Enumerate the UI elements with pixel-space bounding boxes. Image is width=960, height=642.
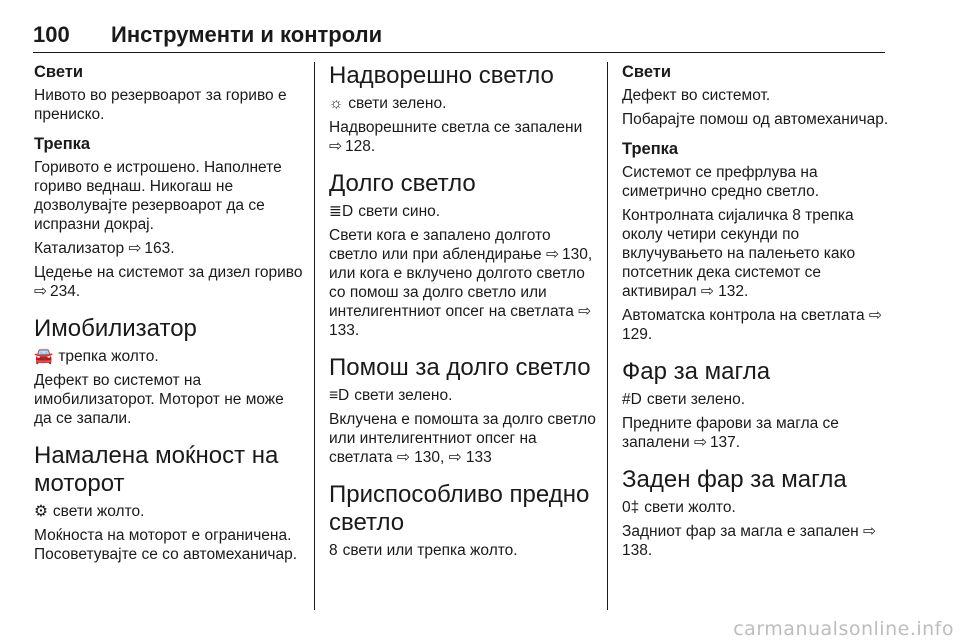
page-header xyxy=(33,22,887,54)
paragraph xyxy=(329,410,599,467)
paragraph-text: Моќноста на моторот е ограничена. Посоветувајте се со автомеханичар. xyxy=(34,527,298,563)
paragraph-text: Предните фарови за магла се запалени xyxy=(622,415,839,451)
paragraph-text: Дефект во системот. xyxy=(622,87,771,104)
paragraph-text: трепка жолто. xyxy=(58,348,159,365)
paragraph-text: Системот се префрлува на симетрично средно светло. xyxy=(622,164,820,200)
paragraph-text: свети зелено. xyxy=(354,387,453,404)
paragraph-text: Цедење на системот за дизел гориво xyxy=(34,264,303,281)
column-divider-1 xyxy=(314,62,315,610)
page-ref-arrow-icon: ⇨ xyxy=(693,434,707,451)
paragraph-text: Вклучена е помошта за долго светло или интелигентниот опсег на светлата ⇨ 130, ⇨ 133 xyxy=(329,411,596,466)
page-number: 100 xyxy=(33,22,70,47)
paragraph-text: Надворешните светла се запалени xyxy=(329,119,583,136)
paragraph xyxy=(622,206,892,301)
paragraph xyxy=(34,158,304,234)
paragraph-text: свети жолто. xyxy=(644,499,736,516)
paragraph xyxy=(329,226,599,340)
paragraph xyxy=(622,110,892,129)
paragraph xyxy=(622,522,892,560)
exterior-light-icon: ☼ xyxy=(329,95,344,112)
paragraph-text: Задниот фар за магла е запален xyxy=(622,523,859,540)
paragraph xyxy=(34,86,304,124)
column-1 xyxy=(34,62,304,569)
subheading: Трепка xyxy=(34,135,91,153)
column-divider-2 xyxy=(607,62,608,610)
page-reference[interactable]: 130, или кога е вклучено долгото светло со помош за долго светло или интелигентниот опсег на светлата ⇨ 133. xyxy=(329,246,593,339)
high-beam-icon: ≣D xyxy=(329,203,354,220)
page-ref-arrow-icon: ⇨ xyxy=(34,283,47,300)
header-rule xyxy=(33,52,885,53)
immobilizer-icon: 🚘 xyxy=(34,348,54,365)
paragraph-text: свети зелено. xyxy=(646,391,745,408)
page-ref-arrow-icon: ⇨ xyxy=(128,240,142,257)
page-ref-arrow-icon: ⇨ xyxy=(329,138,342,155)
paragraph xyxy=(329,202,599,221)
page-reference[interactable]: 128. xyxy=(345,138,376,155)
subheading: Свети xyxy=(622,63,672,81)
paragraph-text: свети жолто. xyxy=(52,503,145,520)
subheading: Трепка xyxy=(622,140,679,158)
section-heading: Надворешно светло xyxy=(329,62,554,89)
paragraph xyxy=(329,386,599,405)
paragraph-text: свети сино. xyxy=(358,203,441,220)
page-ref-arrow-icon: ⇨ xyxy=(545,246,559,263)
paragraph-text: свети или трепка жолто. xyxy=(342,542,518,559)
paragraph xyxy=(329,94,599,113)
paragraph xyxy=(34,347,304,366)
paragraph xyxy=(622,306,892,344)
section-heading: Фар за магла xyxy=(622,358,771,385)
paragraph xyxy=(34,239,304,258)
front-fog-light-icon: #D xyxy=(622,391,642,408)
paragraph-text: Нивото во резервоарот за гориво е прениско. xyxy=(34,87,287,123)
page-ref-arrow-icon: ⇨ xyxy=(868,307,882,324)
page-reference[interactable]: 137. xyxy=(709,434,741,451)
page-reference[interactable]: 129. xyxy=(622,326,653,343)
column-3 xyxy=(622,62,892,565)
column-2 xyxy=(329,62,599,565)
paragraph-text: Автоматска контрола на светлата xyxy=(622,307,865,324)
adaptive-light-icon: 8 xyxy=(329,542,338,559)
paragraph xyxy=(329,118,599,156)
section-heading: Намалена моќност на моторот xyxy=(34,442,279,497)
paragraph-text: Горивото е истрошено. Наполнете гориво веднаш. Никогаш не дозволувајте резервоарот да се испразни докрај. xyxy=(34,159,282,233)
paragraph xyxy=(329,541,599,560)
section-heading: Помош за долго светло xyxy=(329,354,591,381)
paragraph xyxy=(34,502,304,521)
section-heading: Заден фар за магла xyxy=(622,466,847,493)
paragraph xyxy=(622,390,892,409)
paragraph xyxy=(622,498,892,517)
high-beam-assist-icon: ≡D xyxy=(329,387,350,404)
page-ref-arrow-icon: ⇨ xyxy=(863,523,877,540)
paragraph-text: Контролната сијаличка 8 трепка околу четири секунди по вклучувањето на палењето како потсетник дека системот се активирал ⇨ 132. xyxy=(622,207,856,300)
paragraph-text: свети зелено. xyxy=(348,95,447,112)
page-title: Инструменти и контроли xyxy=(111,22,383,47)
paragraph xyxy=(34,263,304,301)
paragraph-text: Побарајте помош од автомеханичар. xyxy=(622,111,889,128)
paragraph-text: Катализатор xyxy=(34,240,125,257)
rear-fog-light-icon: 0‡ xyxy=(622,499,640,516)
section-heading: Приспособливо предно светло xyxy=(329,481,590,536)
paragraph xyxy=(622,86,892,105)
paragraph xyxy=(622,163,892,201)
paragraph xyxy=(34,371,304,428)
page-reference[interactable]: 163. xyxy=(144,240,175,257)
paragraph-text: Дефект во системот на имобилизаторот. Моторот не може да се запали. xyxy=(34,372,284,427)
page-reference[interactable]: 234. xyxy=(50,283,81,300)
engine-power-icon: ⚙ xyxy=(34,503,48,520)
section-heading: Имобилизатор xyxy=(34,315,197,342)
page-reference[interactable]: 138. xyxy=(622,542,653,559)
paragraph xyxy=(622,414,892,452)
section-heading: Долго светло xyxy=(329,170,476,197)
paragraph-text: Свети кога е запалено долгото светло или при аблендирање xyxy=(329,227,551,263)
watermark: carmanualsonline.info xyxy=(733,618,954,640)
paragraph xyxy=(34,526,304,564)
subheading: Свети xyxy=(34,63,84,81)
